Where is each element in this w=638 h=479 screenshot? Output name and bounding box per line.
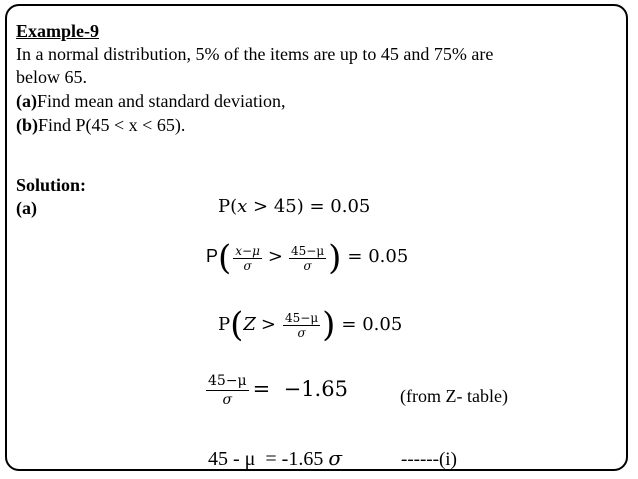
eq4-rhs: = −1.65 [252,377,348,401]
eq3-open-paren: ( [230,305,244,345]
part-a-question [16,90,285,112]
eq2-open-paren: ( [218,238,232,278]
eq3-rhs: = 0.05 [341,314,403,335]
eq2-op: > [267,246,283,268]
eq2-fraction-1 [233,244,262,273]
part-a-text: Find mean and standard deviation, [37,91,286,111]
problem-line-1: In a normal distribution, 5% of the items are up to 45 and 75% are [16,44,494,64]
eq3-close-paren: ) [322,305,336,345]
equation-1 [218,196,370,217]
part-b-label: (b) [16,115,38,135]
eq3-fraction [283,311,320,340]
example-title: Example-9 [16,21,99,41]
solution-heading: Solution: [16,175,87,195]
eq1-var: x [237,196,248,217]
eq2-frac2-den: σ [303,258,312,273]
eq2-frac2-num: 45−μ [291,243,325,258]
eq4-frac-den: σ [222,392,233,408]
part-a-label: (a) [16,91,37,111]
eq3-prefix: P [218,314,231,335]
eq5-lhs: 45 - μ = -1.65 [208,448,324,470]
eq2-fraction-2 [289,244,326,273]
eq1-rest: > 45) = 0.05 [247,196,371,217]
eq1-prefix: P( [218,196,238,217]
eq5-tag: ------(i) [401,449,457,470]
eq2-rhs: = 0.05 [347,246,409,268]
eq3-var: Z [243,314,256,335]
eq3-op: > [260,314,276,335]
eq4-note: (from Z- table) [400,386,508,406]
eq4-frac-num: 45−μ [208,373,247,389]
eq5-var: σ [328,446,342,470]
eq2-close-paren: ) [328,238,342,278]
eq2-frac1-den: σ [243,258,252,273]
eq3-frac-den: σ [297,325,306,340]
equation-2 [206,238,409,278]
eq4-fraction [206,372,249,409]
part-b-text: Find P(45 < x < 65). [38,115,186,135]
eq3-frac-num: 45−μ [285,310,319,325]
eq2-prefix: P [206,246,219,267]
equation-5 [208,446,342,471]
equation-4 [206,372,348,409]
problem-line-2: below 65. [16,67,87,87]
equation-3 [218,305,403,345]
part-b-question [16,114,185,136]
solution-part-label: (a) [16,198,37,218]
eq2-frac1-num: x−μ [235,243,260,258]
